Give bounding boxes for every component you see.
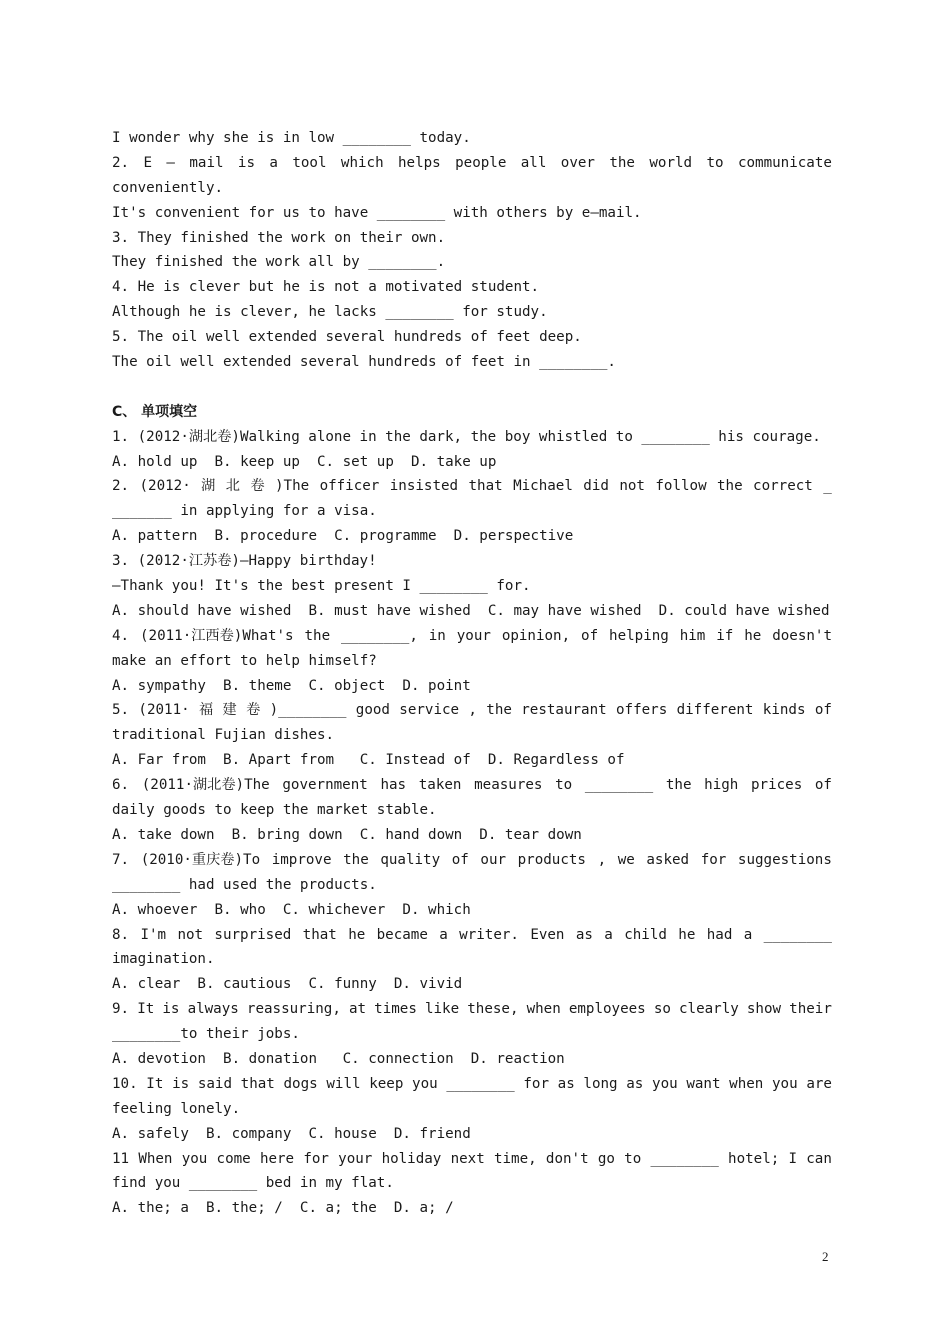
section-c-line: 7. (2010·重庆卷)To improve the quality of our products , we asked for suggestions xyxy=(112,851,832,868)
section-b-line: conveniently. xyxy=(112,179,224,196)
section-c-line: A. whoever B. who C. whichever D. which xyxy=(112,901,471,918)
section-c-line: 6. (2011·湖北卷)The government has taken measures to ________ the high prices of xyxy=(112,777,832,794)
section-c-line: ________to their jobs. xyxy=(112,1026,300,1043)
section-c-line: 5. (2011· 福 建 卷 )________ good service , the restaurant offers different kinds of xyxy=(112,702,832,719)
section-c-line: 9. It is always reassuring, at times like these, when employees so clearly show their xyxy=(112,1001,832,1018)
section-b-line: Although he is clever, he lacks ________ for study. xyxy=(112,304,548,321)
section-c-line: A. Far from B. Apart from C. Instead of D. Regardless of xyxy=(112,752,625,769)
section-c-line: A. should have wished B. must have wished C. may have wished D. could have wished xyxy=(112,602,830,619)
section-b-line: 4. He is clever but he is not a motivated student. xyxy=(112,279,540,296)
section-c-questions xyxy=(112,425,832,1222)
section-c-line: 1. (2012·湖北卷)Walking alone in the dark, the boy whistled to ________ his courage. xyxy=(112,428,821,445)
section-b-line: The oil well extended several hundreds of feet in ________. xyxy=(112,354,616,371)
section-c-line: 8. I'm not surprised that he became a writer. Even as a child he had a ________ xyxy=(112,926,832,943)
section-c-line: 3. (2012·江苏卷)—Happy birthday! xyxy=(112,553,377,570)
page-content xyxy=(112,126,832,1221)
section-c-line: A. take down B. bring down C. hand down D. tear down xyxy=(112,826,582,843)
section-b-line: 2. E — mail is a tool which helps people all over the world to communicate xyxy=(112,154,832,171)
section-c-line: make an effort to help himself? xyxy=(112,652,377,669)
section-c-line: A. hold up B. keep up C. set up D. take up xyxy=(112,453,497,470)
section-c-heading: C、 单项填空 xyxy=(112,403,198,420)
section-c-line: A. sympathy B. theme C. object D. point xyxy=(112,677,471,694)
section-c-line: 10. It is said that dogs will keep you ________ for as long as you want when you are xyxy=(112,1075,832,1092)
section-c-line: feeling lonely. xyxy=(112,1100,241,1117)
section-c-line: find you ________ bed in my flat. xyxy=(112,1175,394,1192)
section-c-line: traditional Fujian dishes. xyxy=(112,727,335,744)
section-c-line: daily goods to keep the market stable. xyxy=(112,802,437,819)
section-c-line: 11 When you come here for your holiday next time, don't go to ________ hotel; I can xyxy=(112,1150,832,1167)
section-c-line: 2. (2012· 湖 北 卷 )The officer insisted that Michael did not follow the correct _ xyxy=(112,478,832,495)
section-b-line: 3. They finished the work on their own. xyxy=(112,229,446,246)
section-b-line: 5. The oil well extended several hundreds of feet deep. xyxy=(112,329,582,346)
section-c-line: A. clear B. cautious C. funny D. vivid xyxy=(112,976,463,993)
section-b-line: I wonder why she is in low ________ today. xyxy=(112,130,471,146)
section-c-line: A. the; a B. the; / C. a; the D. a; / xyxy=(112,1200,454,1217)
section-c-line: —Thank you! It's the best present I ________ for. xyxy=(112,578,531,595)
section-c-line: A. devotion B. donation C. connection D. reaction xyxy=(112,1050,565,1067)
section-c-line: _______ in applying for a visa. xyxy=(112,503,377,520)
section-c-line: A. safely B. company C. house D. friend xyxy=(112,1125,471,1142)
section-c-line: A. pattern B. procedure C. programme D. perspective xyxy=(112,528,574,545)
section-b-tail xyxy=(112,126,832,375)
section-b-line: It's convenient for us to have ________ with others by e—mail. xyxy=(112,204,642,221)
page-number: 2 xyxy=(822,1249,829,1264)
section-c-line: ________ had used the products. xyxy=(112,876,377,893)
section-c-line: imagination. xyxy=(112,951,215,968)
section-c-line: 4. (2011·江西卷)What's the ________, in your opinion, of helping him if he doesn't xyxy=(112,627,832,644)
section-spacer xyxy=(112,375,832,400)
section-b-line: They finished the work all by ________. xyxy=(112,254,446,271)
